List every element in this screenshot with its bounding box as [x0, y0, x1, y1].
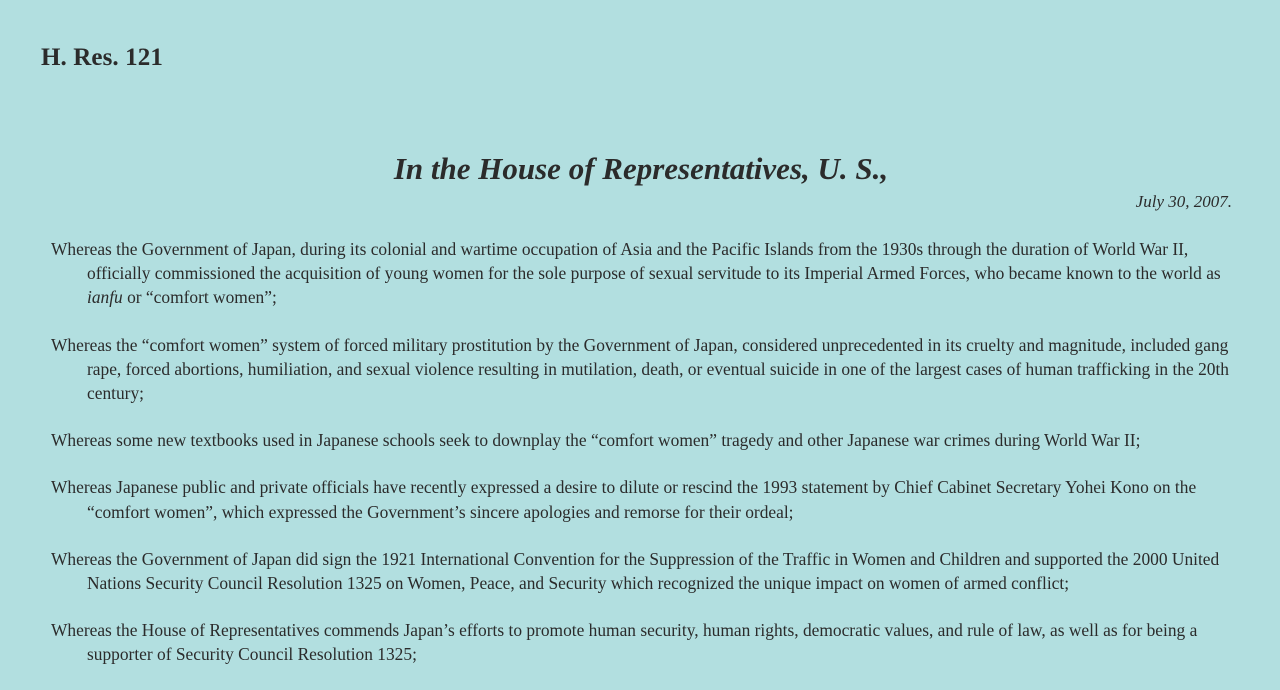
whereas-clause — [51, 237, 1243, 310]
whereas-clauses — [51, 237, 1243, 690]
resolution-date: July 30, 2007. — [1135, 192, 1232, 211]
whereas-clause: Whereas the Government of Japan did sign the 1921 International Convention for the Suppression of the Traffic in Women and Children and supported the 2000 United Nations Security Council Resolution 1325 on Women, Peace, and Security which recognized the unique impact on women of armed conflict; — [51, 548, 1220, 594]
whereas-clause: Whereas Japanese public and private officials have recently expressed a desire to dilute or rescind the 1993 statement by Chief Cabinet Secretary Yohei Kono on the “comfort women”, which expressed the Government’s sincere apologies and remorse for their ordeal; — [51, 477, 1197, 522]
chamber-title: In the House of Representatives, U. S., — [393, 151, 889, 186]
whereas-clause: Whereas some new textbooks used in Japanese schools seek to downplay the “comfort women” tragedy and other Japanese war crimes during World War II; — [51, 430, 1141, 451]
clause-emphasis: ianfu — [87, 287, 123, 308]
clause-text: Whereas the Government of Japan, during its colonial and wartime occupation of Asia and the Pacific Islands from the 1930s through the duration of World War II, officially commissioned the acquisition of young women for the sole purpose of sexual servitude to its Imperial Armed Forces, who became known to the world as — [51, 239, 1221, 284]
bill-number: H. Res. 121 — [41, 44, 163, 71]
clause-text: or “comfort women”; — [122, 287, 277, 308]
whereas-clause: Whereas the House of Representatives commends Japan’s efforts to promote human security, human rights, democratic values, and rule of law, as well as for being a supporter of Security Council Resolution 1325; — [51, 620, 1198, 665]
whereas-clause: Whereas the “comfort women” system of forced military prostitution by the Government of Japan, considered unprecedented in its cruelty and magnitude, included gang rape, forced abortions, humiliation, and sexual violence resulting in mutilation, death, or eventual suicide in one of the largest cases of human trafficking in the 20th century; — [51, 334, 1229, 404]
